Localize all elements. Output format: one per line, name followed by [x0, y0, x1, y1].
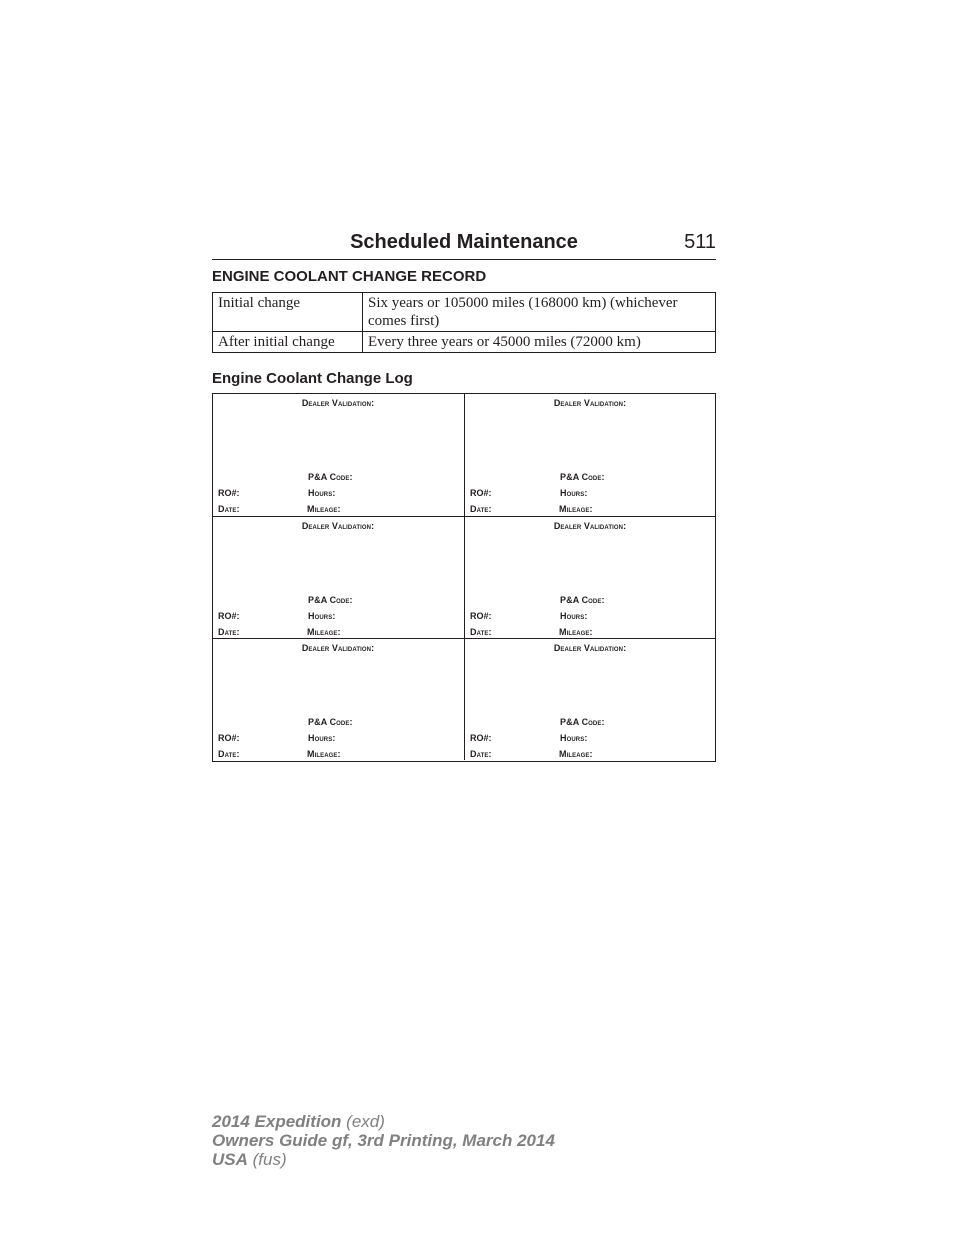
page-footer	[212, 1112, 555, 1169]
log-entry	[464, 394, 716, 516]
log-entry	[213, 394, 465, 516]
hours-label: Hours:	[308, 488, 336, 498]
ro-label: RO#:	[470, 733, 492, 743]
ro-label: RO#:	[218, 611, 240, 621]
record-heading: ENGINE COOLANT CHANGE RECORD	[212, 268, 487, 285]
date-label: Date:	[470, 504, 492, 514]
dealer-validation-label: Dealer Validation:	[553, 398, 627, 408]
footer-printing: Owners Guide gf, 3rd Printing, March 2014	[212, 1131, 555, 1150]
mileage-label: Mileage:	[559, 749, 593, 759]
pa-code-label: P&A Code:	[308, 717, 353, 727]
dealer-validation-label: Dealer Validation:	[301, 521, 375, 531]
hours-label: Hours:	[308, 611, 336, 621]
pa-code-label: P&A Code:	[560, 595, 605, 605]
mileage-label: Mileage:	[307, 504, 341, 514]
row-value: Six years or 105000 miles (168000 km) (whichever comes first)	[363, 293, 716, 332]
page-number: 511	[684, 231, 716, 253]
dealer-validation-label: Dealer Validation:	[301, 398, 375, 408]
footer-line-1	[212, 1112, 555, 1131]
date-label: Date:	[470, 627, 492, 637]
footer-market: USA	[212, 1150, 248, 1169]
hours-label: Hours:	[560, 611, 588, 621]
mileage-label: Mileage:	[559, 627, 593, 637]
page-header	[212, 229, 716, 260]
date-label: Date:	[470, 749, 492, 759]
pa-code-label: P&A Code:	[560, 472, 605, 482]
log-heading: Engine Coolant Change Log	[212, 370, 413, 387]
dealer-validation-label: Dealer Validation:	[301, 643, 375, 653]
footer-line-3	[212, 1150, 555, 1169]
ro-label: RO#:	[218, 488, 240, 498]
row-label: After initial change	[213, 332, 363, 353]
ro-label: RO#:	[218, 733, 240, 743]
log-entry	[464, 516, 716, 638]
row-value: Every three years or 45000 miles (72000 km)	[363, 332, 716, 353]
date-label: Date:	[218, 627, 240, 637]
footer-model-code: (exd)	[346, 1112, 385, 1131]
pa-code-label: P&A Code:	[308, 472, 353, 482]
ro-label: RO#:	[470, 488, 492, 498]
log-entry	[464, 638, 716, 760]
mileage-label: Mileage:	[559, 504, 593, 514]
dealer-validation-label: Dealer Validation:	[553, 521, 627, 531]
coolant-record-table	[212, 292, 716, 353]
footer-model: 2014 Expedition	[212, 1112, 342, 1131]
ro-label: RO#:	[470, 611, 492, 621]
mileage-label: Mileage:	[307, 627, 341, 637]
table-row	[213, 293, 716, 332]
coolant-change-log-grid	[212, 393, 716, 762]
log-entry	[213, 638, 465, 760]
page-title: Scheduled Maintenance	[350, 231, 578, 253]
hours-label: Hours:	[560, 733, 588, 743]
footer-market-code: (fus)	[252, 1150, 287, 1169]
hours-label: Hours:	[308, 733, 336, 743]
table-row	[213, 332, 716, 353]
date-label: Date:	[218, 749, 240, 759]
dealer-validation-label: Dealer Validation:	[553, 643, 627, 653]
log-entry	[213, 516, 465, 638]
pa-code-label: P&A Code:	[308, 595, 353, 605]
footer-line-2	[212, 1131, 555, 1150]
pa-code-label: P&A Code:	[560, 717, 605, 727]
date-label: Date:	[218, 504, 240, 514]
hours-label: Hours:	[560, 488, 588, 498]
mileage-label: Mileage:	[307, 749, 341, 759]
row-label: Initial change	[213, 293, 363, 332]
